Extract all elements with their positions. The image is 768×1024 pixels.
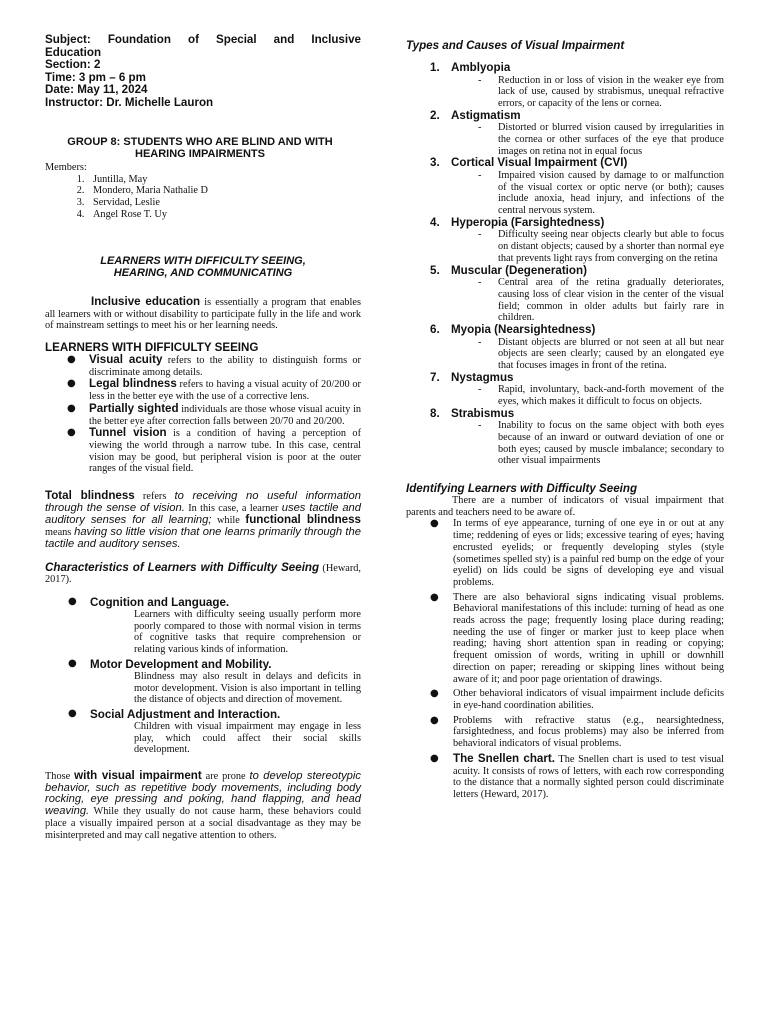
total-blindness-term: Total blindness [45, 489, 135, 503]
type-number: 1. [430, 61, 440, 74]
type-title: Hyperopia (Farsightedness) [451, 215, 605, 229]
member-item: 4. Angel Rose T. Uy [87, 209, 361, 221]
type-number: 6. [430, 322, 440, 336]
type-description: - Distant objects are blurred or not seen at all but near objects are seen clearly; caused by an elongated eye that focuses images in front of the retina. [406, 337, 724, 372]
inclusive-paragraph [45, 296, 361, 332]
type-heading [406, 157, 724, 170]
indicator-item [406, 753, 724, 801]
text-run: refers [134, 491, 175, 503]
characteristics-title: Characteristics of Learners with Difficulty Seeing [45, 560, 320, 574]
subject-word: Subject: [45, 33, 91, 46]
indicator-item: ● In terms of eye appearance, turning of one eye in or out at any time; reddening of eyes or lids; excessive tearing of eyes; having encrusted eyelids; or frequently developing styles (style (sometimes spelled sty) is a painful red bump on the edge of your eyelid) on lids could be signs of developing eye and visual problems. [406, 518, 724, 588]
type-description: - Difficulty seeing near objects clearly but able to focus on distant objects; caused by a shorter than normal eye that prevents light rays from converging on the retina [406, 229, 724, 264]
type-description: - Impaired vision caused by damage to or malfunction of the visual cortex or optic nerve (or both); causes include anoxia, head injury, and infections of the central nervous system. [406, 170, 724, 217]
characteristics-cite: (Heward, 2017). [45, 562, 362, 586]
difficulty-seeing-list [45, 354, 361, 475]
date-line: Date: May 11, 2024 [45, 83, 148, 97]
type-heading [406, 217, 724, 230]
type-heading [406, 265, 724, 278]
subject-word: and [273, 33, 295, 46]
type-item [406, 324, 724, 372]
subject-word: Foundation [107, 33, 171, 46]
type-heading [406, 62, 724, 75]
subject-line [45, 34, 361, 47]
italic-run: to receiving no useful information through the sense of vision. [45, 490, 361, 514]
difficulty-seeing-heading: LEARNERS WITH DIFFICULTY SEEING [45, 341, 259, 355]
text-run: means [45, 527, 75, 539]
type-description: - Rapid, involuntary, back-and-forth movement of the eyes, which makes it difficult to focus on objects. [406, 384, 724, 407]
type-number: 7. [430, 370, 440, 384]
type-title: Amblyopia [451, 61, 511, 74]
text-run: are prone [201, 771, 250, 783]
type-heading [406, 324, 724, 337]
definition-item [45, 378, 361, 402]
italic-run: to develop stereotypic behavior, such as repetitive body movements, including body rocking, eye pressing and poking, hand flapping, and head weaving. [45, 770, 361, 818]
type-number: 3. [430, 156, 440, 170]
characteristic-item [45, 596, 361, 656]
type-heading [406, 372, 724, 385]
total-blindness-paragraph [45, 490, 361, 551]
identifying-list [406, 518, 724, 800]
type-heading [406, 110, 724, 123]
characteristic-title: ● Social Adjustment and Interaction. [90, 707, 281, 721]
type-title: Myopia (Nearsightedness) [451, 322, 596, 336]
italic-run: having so little vision that one learns primarily through the tactile and auditory senses. [45, 526, 361, 550]
stereotypic-paragraph [45, 770, 361, 841]
course-header [45, 34, 361, 110]
definition-term: Legal blindness [89, 377, 177, 391]
definition-term: Partially sighted [89, 401, 179, 415]
type-title: Strabismus [451, 406, 515, 420]
definition-item [45, 403, 361, 427]
type-item [406, 110, 724, 158]
type-item [406, 372, 724, 408]
definition-text: is a condition of having a perception of viewing the world through a narrow tube. In this case, central vision may be good, but peripheral vision is poor at the outer ranges of the visual field. [89, 428, 361, 475]
text-run: While they usually do not cause harm, these behaviors could place a visually impaired person at a social disadvantage as they may be misinterpreted and may call negative attention to others. [45, 806, 361, 841]
subject-word: Special [216, 33, 257, 46]
definition-item [45, 354, 361, 378]
type-description: - Reduction in or loss of vision in the weaker eye from lack of use, caused by strabismus, unequal refractive errors, or capacity of the lens or cornea. [406, 75, 724, 110]
type-item [406, 265, 724, 324]
definition-text: individuals are those whose visual acuity in the better eye after correction falls between 20/70 and 20/200. [89, 403, 361, 427]
member-item: 3. Servidad, Leslie [87, 197, 361, 209]
snellen-term: The Snellen chart. [453, 751, 555, 765]
member-item: 2. Mondero, Maria Nathalie D [87, 185, 361, 197]
section-line: Section: 2 [45, 58, 101, 72]
text-run: Those [45, 771, 75, 783]
inclusive-text: is essentially a program that enables all learners with or without disability to participate fully in the life and work of mainstream settings to meet his or her learning needs. [45, 296, 361, 332]
type-title: Astigmatism [451, 108, 521, 122]
definition-text: refers to the ability to distinguish forms or discriminate among details. [89, 355, 361, 378]
text-run: while [211, 515, 246, 527]
characteristic-text: Blindness may also result in delays and deficits in motor development. Vision is also important in telling the distance of objects and direction of movement. [134, 670, 361, 706]
snellen-text: The Snellen chart is used to test visual acuity. It consists of rows of letters, with each row corresponding to the distance that a normally sighted person could discriminate letters (Heward, 2017). [453, 753, 724, 800]
member-item: 1. Juntilla, May [87, 174, 361, 186]
types-list [406, 62, 724, 467]
type-title: Cortical Visual Impairment (CVI) [451, 156, 628, 170]
instructor-line: Instructor: Dr. Michelle Lauron [45, 95, 214, 109]
indicator-item: ● Other behavioral indicators of visual impairment include deficits in eye-hand coordination abilities. [406, 688, 724, 711]
identifying-heading: Identifying Learners with Difficulty Seeing [406, 482, 638, 496]
type-description: - Inability to focus on the same object with both eyes because of an inward or outward deviation of one or both eyes; caused by muscle imbalance; secondary to other visual impairments [406, 420, 724, 467]
group-title: GROUP 8: STUDENTS WHO ARE BLIND AND WITH HEARING IMPAIRMENTS [67, 135, 333, 161]
left-column [45, 34, 361, 841]
characteristic-title: ● Motor Development and Mobility. [90, 657, 272, 671]
time-line: Time: 3 pm – 6 pm [45, 70, 146, 84]
indicator-item: ● Problems with refractive status (e.g., nearsightedness, farsightedness, and focus problems) may also be inferred from behavioral indicators of visual problems. [406, 715, 724, 750]
indicator-item: ● There are also behavioral signs indicating visual problems. Behavioral manifestations of this include: turning of head as one reads across the page; frequently losing place during reading; needing the use of finger or marker just to keep place when reading; having short attention span in reading or copying; frequent omission of words, writing in uphill or downhill direction on paper; rereading or skipping lines without being aware of it; and poor page orientation of drawings. [406, 592, 724, 686]
members-label: Members: [45, 161, 87, 173]
characteristic-item [45, 658, 361, 706]
characteristics-heading [45, 562, 361, 586]
type-number: 4. [430, 215, 440, 229]
type-heading [406, 408, 724, 421]
functional-blindness-term: functional blindness [245, 513, 361, 527]
type-number: 5. [430, 263, 440, 277]
identifying-intro: There are a number of indicators of visual impairment that parents and teachers need to be aware of. [406, 495, 724, 518]
type-title: Nystagmus [451, 370, 514, 384]
type-item [406, 408, 724, 467]
type-number: 2. [430, 108, 440, 122]
type-description: - Distorted or blurred vision caused by irregularities in the cornea or other surfaces of the eye that produce images on retina not in equal focus [406, 122, 724, 157]
definition-text: refers to having a visual acuity of 20/200 or less in the better eye with the use of a corrective lens. [89, 379, 361, 403]
type-description: - Central area of the retina gradually deteriorates, causing loss of clear vision in the center of the visual field; common in older adults but fairly rare in children. [406, 277, 724, 324]
section-title: LEARNERS WITH DIFFICULTY SEEING, HEARING, AND COMMUNICATING [100, 254, 306, 280]
right-column [406, 39, 724, 801]
characteristic-title: ● Cognition and Language. [90, 595, 230, 609]
definition-term: Tunnel vision [89, 426, 167, 440]
subject-line-2: Education [45, 45, 102, 59]
type-number: 8. [430, 406, 440, 420]
characteristics-list [45, 596, 361, 756]
definition-item [45, 427, 361, 475]
inclusive-term: Inclusive education [91, 294, 201, 308]
subject-word: Inclusive [311, 33, 361, 46]
characteristic-text: Children with visual impairment may engage in less play, which could affect their social skills development. [134, 720, 361, 756]
definition-term: Visual acuity [89, 353, 163, 367]
bold-run: with visual impairment [74, 769, 202, 783]
text-run: In this case, a learner [184, 502, 282, 514]
italic-run: uses tactile and auditory senses for all learning; [45, 501, 362, 527]
subject-word: of [187, 33, 199, 46]
type-item [406, 217, 724, 265]
type-title: Muscular (Degeneration) [451, 263, 587, 277]
characteristic-text: Learners with difficulty seeing usually perform more poorly compared to those with normal vision in terms of cognitive tasks that require comprehension or relating various kinds of information. [134, 608, 361, 656]
type-item [406, 62, 724, 110]
type-item [406, 157, 724, 216]
members-list [45, 174, 361, 221]
characteristic-item [45, 708, 361, 756]
types-heading: Types and Causes of Visual Impairment [406, 39, 625, 52]
